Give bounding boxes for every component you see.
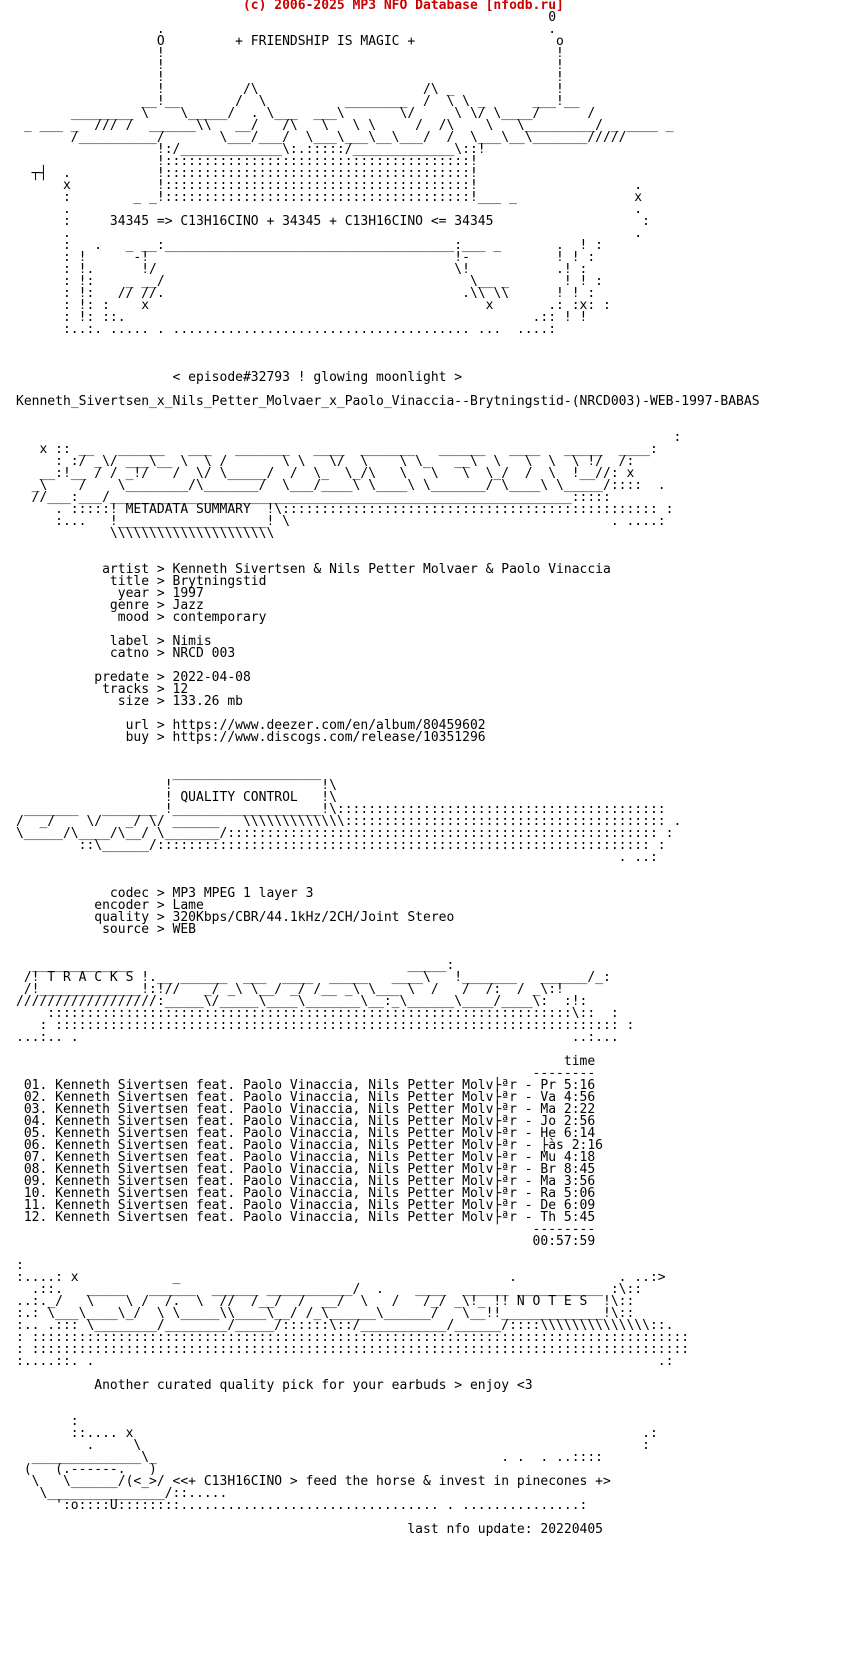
nfo-body: 0 . . O + FRIENDSHIP IS MAGIC + o ! ! ! ! ! ! ! /\ /\ _ ! __!__ / \ ________ / \ \ _ ___!__ ________ \ \_____/ . \___ ___\ \/ \ \/ \____/ / _ ___ _ /// / ______\\ __/ /\ \ \ \ / /\ \ \_________/ _ ____ _ /__________/ \___/___/ \___\___\__\___/ / \___\__\_______///// !:/_____________\:.:::::/_____________\::! !:::::::::::::::::::::::::::::::::::::::! ┬┤ . !:::::::::::::::::::::::::::::::::::::::! x !:::::::::::::::::::::::::::::::::::::::! . : _ _!:::::::::::::::::::::::::::::::::::::::!___ _ x . . : 34345 => C13H16CINO + 34345 + C13H16CINO <= 34345 : . . : . _ __:_____________________________________:___ _ . ! : : ! -! !- ! ! : : !. !/ \! .! : : !: _ __/ \__ _ ! ! : : !: // //. .\\ \\ ! ! : : !: : x x .: :x: : : !: ::. .:: ! ! :..:. ..... . ...................................... ... ....: < episode#32793 ! glowing moonlight > Kenneth_Sivertsen_x_Nils_Petter_Molvaer_x_Paolo_Vinaccia--Brytningstid-(NRCD003)-WEB-1997-BABAS : x :: __ ______ ___ _______ ____ _______ ______ ____ _____ ____: : :/ _\/ ___\__ \ \ / \ \ \/ \ \ \_ __\ \ \ \ \ !/ /: __:!__ / / _!/ / \/ \_____/ / \_ \_/\ \ \ \ \_/ / \ !__//: x _\ / \________/\_______/ \___/____\ \____\ \_______/ \____\ \_____/:::: . //___:___/___________________________________________________________::::: . :::::! METADATA SUMMARY !\:::::::::::::::::::::::::::::::::::::::::::::::: : :... !___________________! \ . ....: \\\\\\\\\\\\\\\\\\\\\ artist > Kenneth Sivertsen & Nils Petter Molvaer & Paolo Vinaccia title > Brytningstid year > 1997 genre > Jazz mood > contemporary label > Nimis catno > NRCD 003 predate > 2022-04-08 tracks > 12 size > 133.26 mb url > https://www.deezer.com/en/album/80459602 buy > https://www.discogs.com/release/10351296 ___________________ ! !\ ! QUALITY CONTROL !\ _______ _______ !___________________!\:::::::::::::::::::::::::::::::::::::::::: / _/ \/ _/ \/ ______ \\\\\\\\\\\\\::::::::::::::::::::::::::::::::::::::::: . \_____/\____/\__/ \_______/::::::::::::::::::::::::::::::::::::::::::::::::::::::: : ::\______/::::::::::::::::::::::::::::::::::::::::::::::::::::::::::::::: : . ..: codec > MP3 MPEG 1 layer 3 encoder > Lame quality > 320Kbps/CBR/44.1kHz/2CH/Joint Stereo source > WEB _____________ _____: /! T R A C K S !.__ ______ ___ ____ _____ ____\ !_______ ______/_: /!_____________!:!// _/ _\ \__/ _/ /__ _\ \___ \ / / /: / _\:! //////////////////:_____\/_____\____\_______\__:_\______\____/____\: :!: :::::::::::::::::::::::::::::::::::::::::::::::::::::::::::::::::::\:: : : :::::::::::::::::::::::::::::::::::::::::::::::::::::::::::::::::::::::: : ...:.. . ..:... time -------- 01. Kenneth Sivertsen feat. Paolo Vinaccia, Nils Petter Molv├ªr - Pr 5:16 02. Kenneth Sivertsen feat. Paolo Vinaccia, Nils Petter Molv├ªr - Va 4:56 03. Kenneth Sivertsen feat. Paolo Vinaccia, Nils Petter Molv├ªr - Ma 2:22 04. Kenneth Sivertsen feat. Paolo Vinaccia, Nils Petter Molv├ªr - Jo 2:56 05. Kenneth Sivertsen feat. Paolo Vinaccia, Nils Petter Molv├ªr - He 6:14 06. Kenneth Sivertsen feat. Paolo Vinaccia, Nils Petter Molv├ªr - ├às 2:16 07. Kenneth Sivertsen feat. Paolo Vinaccia, Nils Petter Molv├ªr - Mu 4:18 08. Kenneth Sivertsen feat. Paolo Vinaccia, Nils Petter Molv├ªr - Br 8:45 09. Kenneth Sivertsen feat. Paolo Vinaccia, Nils Petter Molv├ªr - Ma 3:56 10. Kenneth Sivertsen feat. Paolo Vinaccia, Nils Petter Molv├ªr - Ra 5:06 11. Kenneth Sivertsen feat. Paolo Vinaccia, Nils Petter Molv├ªr - De 6:09 12. Kenneth Sivertsen feat. Paolo Vinaccia, Nils Petter Molv├ªr - Th 5:45 -------- 00:57:59 : :....: x _ . . ..:> .::. _____ ______ ______ ___________/ . ____ ______ ___________ :\:: ..:._/ \ \ / /. \ // /__/ / __/ \ / /_/ _\!_ !! N O T E S !\:: :.: \___\____\_/ \ \_____\\____\__/ /_\______\______/ \__!!_____________!\:: :.. .::: \________/________/_____/::::::\::/___________/______/::::\\\\\\\\\\\\\\::. : :::::::::::::::::::::::::::::::::::::::::::::::::::::::::::::::::::::::::::::::::::: : :::::::::::::::::::::::::::::::::::::::::::::::::::::::::::::::::::::::::::::::::::: :....::. . .: Another curated quality pick for your earbuds > enjoy <3 : ::.... x .: . \ : ______________\_ . . . ..:::: ( (.------. ) \ \______/(<_>/ <<+ C13H16CINO > feed the horse & invest in pinecones +> \_______________/::..... ':o::::U::::::::................................. . ...............: last nfo update: 20220405	[16, 10, 760, 1537]
copyright-header: (c) 2006-2025 MP3 NFO Database [nfodb.ru]	[16, 0, 564, 13]
